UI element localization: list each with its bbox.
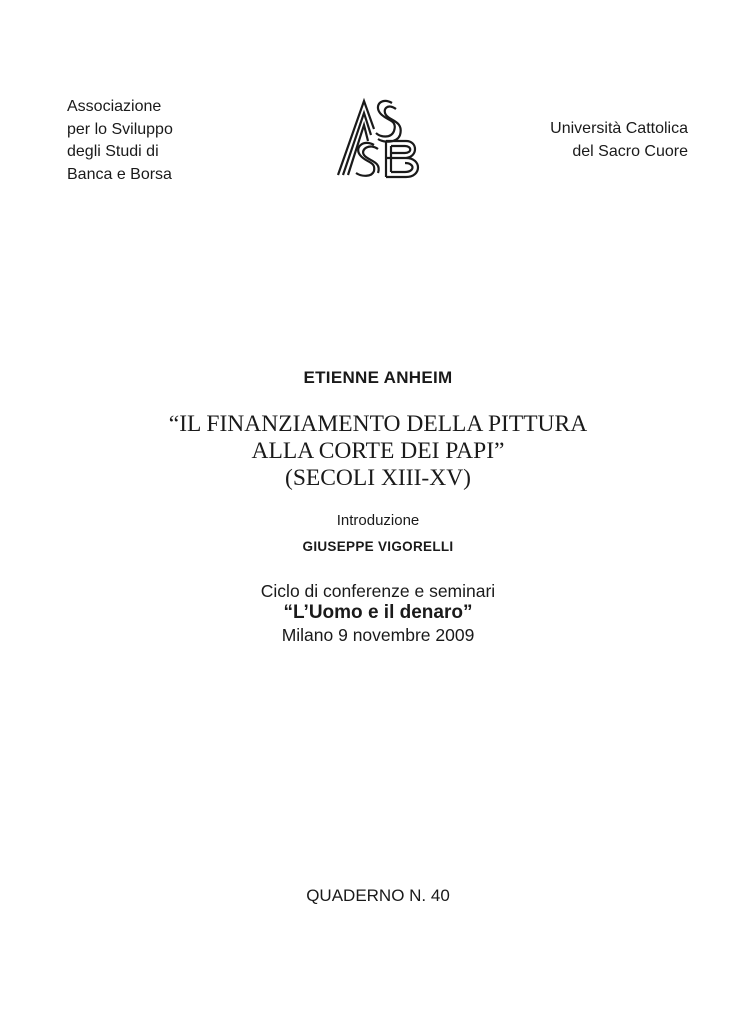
title-line: (SECOLI XIII-XV): [285, 465, 471, 491]
place-date: Milano 9 novembre 2009: [281, 625, 475, 645]
quaderno-number: QUADERNO N. 40: [306, 886, 450, 905]
association-line: per lo Sviluppo: [67, 120, 173, 138]
assb-logo: [334, 95, 426, 180]
event-info: [0, 580, 756, 646]
association-line: Associazione: [67, 98, 162, 115]
association-name: [67, 96, 173, 186]
series-title: “L’Uomo e il denaro”: [283, 602, 473, 623]
university-line: del Sacro Cuore: [572, 142, 688, 160]
document-title: [0, 411, 756, 492]
cycle-label: Ciclo di conferenze e seminari: [260, 581, 496, 601]
university-name: [550, 118, 688, 163]
association-line: Banca e Borsa: [67, 165, 172, 183]
introduction-label: Introduzione: [336, 512, 420, 529]
introduction-author: GIUSEPPE VIGORELLI: [302, 539, 454, 554]
logo-text: ASSB: [334, 95, 337, 96]
university-line: Università Cattolica: [550, 120, 688, 137]
association-line: degli Studi di: [67, 143, 159, 160]
title-line: “IL FINANZIAMENTO DELLA PITTURA: [168, 411, 588, 437]
title-line: ALLA CORTE DEI PAPI”: [251, 438, 505, 464]
author-name: ETIENNE ANHEIM: [303, 368, 453, 387]
